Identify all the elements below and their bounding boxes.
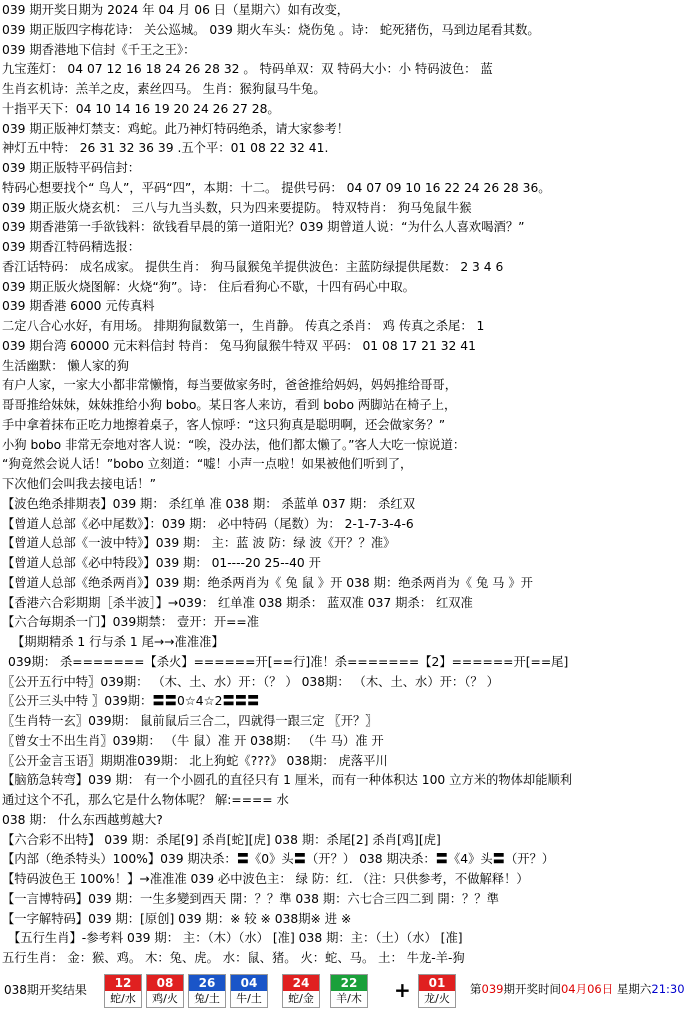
text-line: 【六合彩不出特】 039 期：杀尾[9] 杀肖[蛇][虎] 038 期：杀尾[2] 杀肖[鸡][虎]: [2, 832, 441, 847]
text-line: 有户人家，一家大小都非常懒惰，每当要做家务时，爸爸推给妈妈，妈妈推给哥哥，: [2, 378, 457, 393]
text-line: 【六合毎期杀一门】039期禁： 壹开：开==准: [2, 615, 260, 630]
ball-zodiac: 鸡/火: [152, 992, 178, 1005]
text-line: 下次他们会叫我去接电话！”: [2, 477, 156, 491]
info-issue: 039: [481, 982, 504, 996]
text-line: 二定八合心水好，有用场。 排期狗鼠数第一，生肖静。 传真之杀肖： 鸡 传真之杀尾： 1: [2, 319, 485, 333]
text-line: 特码心想要找个“ 鸟人”，平码“四”，本期：十二。 提供号码： 04 07 09 10 16 22 24 26 28 36。: [2, 180, 551, 195]
result-ball: [330, 974, 368, 1008]
result-ball: [146, 974, 184, 1008]
ball-number: 12: [105, 975, 141, 991]
text-line: 039期： 杀=======【杀火】======开[==行]准！杀=======【2】======开[==尾]: [8, 654, 569, 669]
text-line: 【曾道人总部《绝杀两肖》】039 期：绝杀两肖为《 兔 鼠 》开 038 期：绝杀两肖为《 兔 马 》开: [2, 575, 533, 590]
text-line: 【期期精杀 1 行与杀 1 尾→→准准准】: [12, 635, 224, 649]
text-line: 【五行生肖】-参考料 039 期： 主：（木）（水） [准] 038 期：主：（土）（水） [准]: [8, 931, 463, 946]
text-line: 【香港六合彩期期［杀半波］】→039： 红单准 038 期杀： 蓝双准 037 期杀： 红双准: [2, 595, 473, 610]
result-ball: [230, 974, 268, 1008]
text-line: 香江话特码： 成名成家。 提供生肖： 狗马鼠猴兔羊提供波色：主蓝防绿提供尾数： 2 3 4 6: [2, 259, 504, 274]
text-line: 039 期开奖日期为 2024 年 04 月 06 日（星期六）如有改变，: [2, 3, 350, 17]
ball-zodiac: 羊/木: [336, 992, 362, 1005]
text-line: 【曾道人总部《必中尾数》】：039 期： 必中特码（尾数）为： 2-1-7-3-4-6: [2, 516, 414, 531]
text-line: 039 期香江特码精选报：: [2, 240, 141, 254]
ball-number: 08: [147, 975, 183, 991]
text-line: 【一字解特码】039 期：[原创] 039 期：※ 较 ※ 038期※ 进 ※: [2, 911, 352, 926]
ball-number: 26: [189, 975, 225, 991]
ball-zodiac: 蛇/金: [288, 992, 314, 1005]
text-line: 通过这个不孔，那么它是什么物体呢？ 解:==== 水: [2, 793, 289, 807]
text-line: 九宝莲灯： 04 07 12 16 18 24 26 28 32 。 特码单双：双 特码大小：小 特码波色： 蓝: [2, 62, 493, 77]
info-mid: 期开奖时间: [503, 982, 561, 996]
text-line: 【曾道人总部《一波中特》】039 期： 主：蓝 波 防：绿 波《开？？准》: [2, 536, 396, 551]
text-line: 038 期： 什么东西越剪越大?: [2, 812, 163, 827]
text-line: 【特码波色王 100%！】→准准准 039 必中波色主： 绿 防：红. （注：只供参考，不做解释！）: [2, 872, 529, 886]
text-line: 039 期正版四字梅花诗： 关公巡城。 039 期火车头：烧伤兔 。诗： 蛇死猪伤，马到边尾看其数。: [2, 22, 540, 37]
result-ball: [282, 974, 320, 1008]
next-draw-info: [470, 981, 685, 997]
text-line: 039 期香港地下信封《千王之王》：: [2, 42, 196, 57]
info-prefix: 第: [470, 982, 482, 996]
text-line: 【波色绝杀排期表】039 期： 杀红单 准 038 期： 杀蓝单 037 期： 杀红双: [2, 496, 416, 511]
text-line: 神灯五中特： 26 31 32 36 39 .五个平：01 08 22 32 41.: [2, 141, 329, 156]
text-line: 〖公开五行中特〗039期： （木、土、水）开：（？ ） 038期： （木、土、水）开：（？ ）: [2, 674, 499, 689]
draw-result-footer: [0, 972, 688, 1008]
text-line: 〖公开三头中特 〗039期：〓〓0☆4☆2〓〓〓: [2, 694, 260, 709]
text-line: 小狗 bobo 非常无奈地对客人说：“唉，没办法，他们都太懒了。”客人大吃一惊说道：: [2, 437, 466, 452]
ball-number: 22: [331, 975, 367, 991]
text-line: 〖生肖特一玄〗039期： 鼠前鼠后三合二，四就得一跟三定 〖开？〗: [2, 714, 378, 728]
text-line: 〖公开金言玉语〗期期准039期： 北上狗蛇《???》 038期： 虎落平川: [2, 753, 388, 768]
info-date: 04月06日: [560, 982, 614, 996]
text-line: 十指平天下：04 10 14 16 19 20 24 26 27 28。: [2, 101, 280, 116]
ball-number: 24: [283, 975, 319, 991]
ball-zodiac: 兔/土: [194, 992, 220, 1005]
text-line: 039 期台湾 60000 元末料信封 特肖： 兔马狗鼠猴牛特双 平码： 01 08 17 21 32 41: [2, 338, 476, 353]
footer-label: 038期开奖结果: [4, 983, 87, 997]
text-line: 039 期香港第一手欲钱料：欲钱看早晨的第一道阳光？039 期曾道人说：“为什么人喜欢喝酒？”: [2, 220, 525, 235]
text-line: 【一言博特码】039 期：一生多變到西天 開：？？準 038 期：六七合三四二到 開：？？準: [2, 891, 499, 906]
ball-zodiac: 龙/火: [424, 992, 450, 1005]
ball-zodiac: 牛/土: [236, 992, 262, 1005]
text-line: 039 期正版神灯禁支：鸡蛇。此乃神灯特码绝杀，请大家参考！: [2, 121, 350, 136]
text-line: 生活幽默： 懒人家的狗: [2, 358, 129, 373]
text-line: 039 期正版火烧玄机： 三八与九当头数，只为四来要提防。 特双特肖： 狗马兔鼠牛猴: [2, 200, 472, 215]
text-line: 039 期正版特平码信封：: [2, 161, 141, 175]
ball-number: 01: [419, 975, 455, 991]
text-line: 〖曾女士不出生肖〗039期： （牛 鼠）准 开 038期： （牛 马）准 开: [2, 733, 384, 748]
result-ball: [188, 974, 226, 1008]
text-line: 【曾道人总部《必中特段》】039 期： 01----20 25--40 开: [2, 556, 321, 570]
text-line: 五行生肖： 金：猴、鸡。 木：兔、虎。 水：鼠、猪。 火：蛇、马。 土： 牛龙-羊-狗: [2, 951, 465, 965]
ball-number: 04: [231, 975, 267, 991]
text-line: 039 期正版火烧图解：火烧“狗”。诗： 住后看狗心不歇，十四有码心中取。: [2, 279, 415, 294]
text-line: 039 期香港 6000 元传真料: [2, 299, 155, 314]
plus-sign: +: [394, 978, 411, 1002]
text-line: 哥哥推给妹妹，妹妹推给小狗 bobo。某日客人来访，看到 bobo 两脚站在椅子上，: [2, 398, 457, 412]
text-line: 手中拿着抹布正吃力地擦着桌子，客人惊呼：“这只狗真是聪明啊，还会做家务？”: [2, 417, 446, 432]
text-line: 生肖玄机诗：羔羊之皮，素丝四马。 生肖：猴狗鼠马牛兔。: [2, 82, 326, 96]
info-time: 21:30: [651, 982, 685, 996]
info-weekday: 星期六: [613, 982, 652, 996]
text-line: “狗竟然会说人话！”bobo 立刻道：“嘘！小声一点啦！如果被他们听到了，: [2, 457, 413, 472]
ball-zodiac: 蛇/水: [110, 992, 136, 1005]
text-line: 【脑筋急转弯】039 期： 有一个小圆孔的直径只有 1 厘米，而有一种体积达 100 立方米的物体却能顺利: [2, 773, 573, 788]
text-line: 【内部（绝杀特头）100%】039 期决杀：〓《0》头〓（开？） 038 期决杀：〓《4》头〓（开？）: [2, 852, 555, 867]
result-ball: [418, 974, 456, 1008]
result-ball: [104, 974, 142, 1008]
